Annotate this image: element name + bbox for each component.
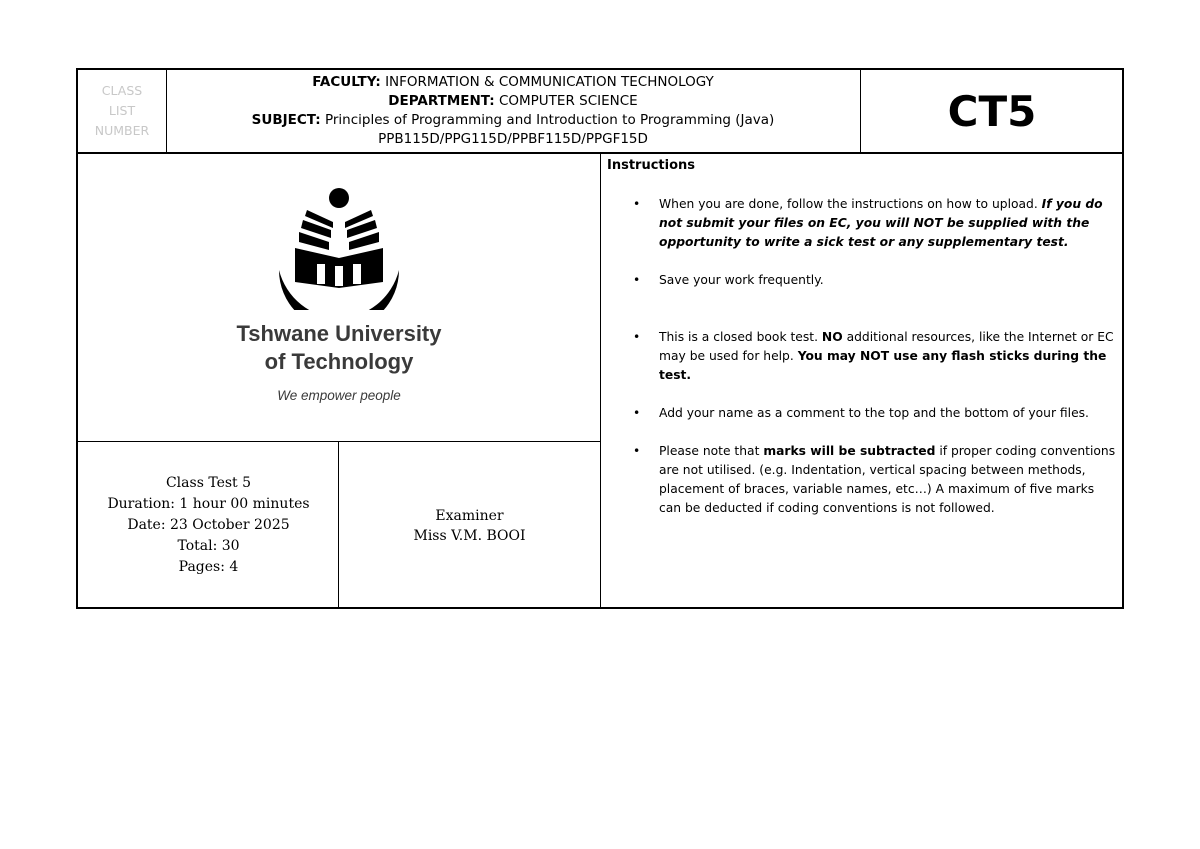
university-logo-area <box>78 154 600 440</box>
university-name <box>237 320 442 376</box>
class-list-number <box>78 70 166 152</box>
department-label: DEPARTMENT: <box>388 93 495 109</box>
university-name-line2: of Technology <box>264 349 414 374</box>
instructions-panel <box>607 156 1119 606</box>
university-name-line1: Tshwane University <box>236 321 442 346</box>
test-duration: Duration: 1 hour 00 minutes <box>107 496 310 512</box>
faculty-label: FACULTY: <box>312 74 381 90</box>
instructions-list <box>607 195 1119 518</box>
cover-sheet <box>76 68 1124 609</box>
instruction-text: When you are done, follow the instructions on how to upload. <box>659 197 1042 211</box>
faculty-line <box>312 73 714 92</box>
class-list-line: NUMBER <box>94 123 150 138</box>
test-date: Date: 23 October 2025 <box>127 517 290 533</box>
bullet-icon: • <box>633 330 641 344</box>
instruction-text: This is a closed book test. <box>659 330 822 344</box>
subject-value: Principles of Programming and Introduction to Programming (Java) <box>324 112 775 128</box>
code-divider <box>860 68 861 152</box>
faculty-value: INFORMATION & COMMUNICATION TECHNOLOGY <box>385 74 714 90</box>
bullet-icon: • <box>633 444 641 458</box>
bullet-icon: • <box>633 406 641 420</box>
examiner-label: Examiner <box>435 507 504 524</box>
instruction-item <box>607 271 1119 290</box>
test-pages: Pages: 4 <box>178 559 239 575</box>
instruction-text: Please note that <box>659 444 764 458</box>
instruction-emphasis: NO <box>821 330 843 344</box>
test-code: CT5 <box>947 86 1037 136</box>
instruction-item <box>607 404 1119 423</box>
university-tagline: We empower people <box>277 388 401 403</box>
bullet-icon: • <box>633 197 641 211</box>
bullet-icon: • <box>633 273 641 287</box>
department-value: COMPUTER SCIENCE <box>498 93 638 109</box>
instruction-item <box>607 442 1119 518</box>
instruction-text: Save your work frequently. <box>659 273 824 287</box>
test-title: Class Test 5 <box>165 475 252 491</box>
examiner-name: Miss V.M. BOOI <box>413 527 526 544</box>
instruction-emphasis: You may NOT use any flash sticks during the test. <box>659 349 1107 382</box>
subject-label: SUBJECT: <box>251 112 321 128</box>
examiner-info <box>339 444 600 607</box>
instruction-text: additional resources, like the Internet or EC may be used for help. <box>659 330 1114 363</box>
instruction-text: Add your name as a comment to the top and the bottom of your files. <box>659 406 1089 420</box>
instruction-text: if proper coding conventions are not utilised. (e.g. Indentation, vertical spacing between methods, placement of braces, variable names, etc…) A maximum of five marks can be deducted if coding conventions is not followed. <box>659 444 1116 515</box>
university-logo-icon <box>273 184 405 310</box>
class-list-line: CLASS <box>101 83 143 98</box>
main-divider <box>600 152 601 609</box>
course-codes: PPB115D/PPG115D/PPBF115D/PPGF15D <box>378 131 648 147</box>
test-info <box>78 444 339 607</box>
course-header <box>166 70 860 152</box>
department-line <box>388 92 637 111</box>
instruction-emphasis: marks will be subtracted <box>763 444 936 458</box>
instruction-emphasis: If you do not submit your files on EC, you will NOT be supplied with the opportunity to write a sick test or any supplementary test. <box>659 197 1103 249</box>
instruction-item <box>607 195 1119 252</box>
instructions-title: Instructions <box>607 158 696 173</box>
class-list-line: LIST <box>108 103 136 118</box>
instruction-item <box>607 328 1119 385</box>
subject-line <box>252 111 775 130</box>
test-total: Total: 30 <box>177 538 240 554</box>
